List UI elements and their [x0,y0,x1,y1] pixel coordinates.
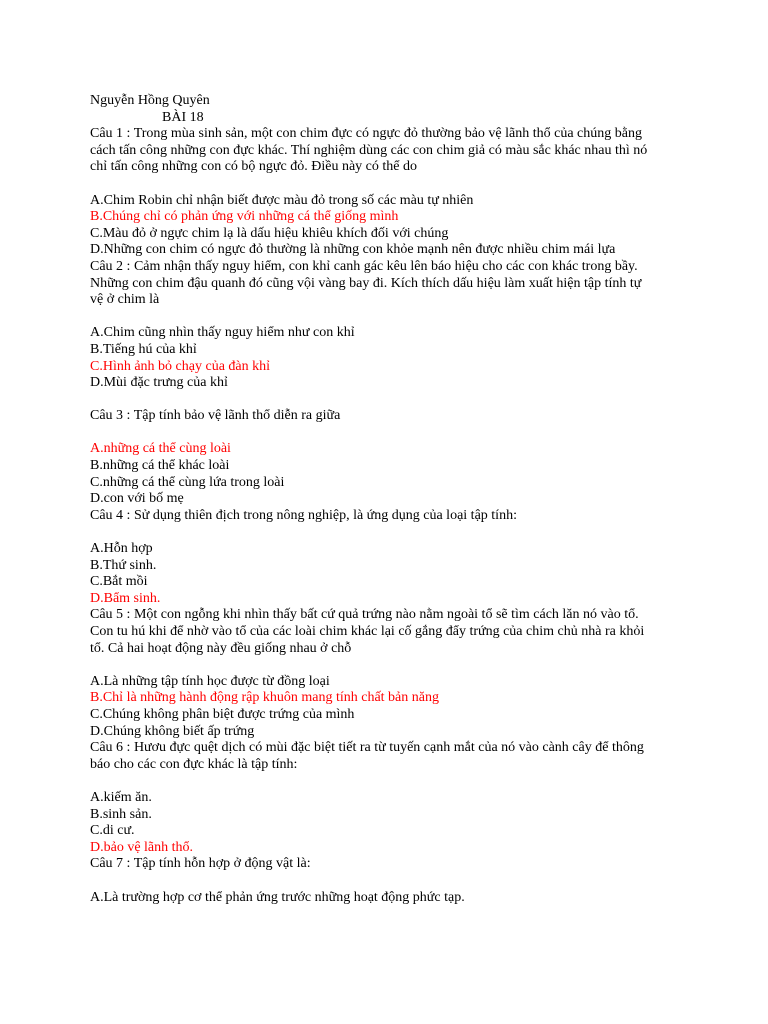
question-prompt-line: Con tu hú khi để nhờ vào tổ của các loài chim khác lại cố gắng đẩy trứng của chim chủ nhà ra khỏi [90,624,645,639]
question-4 [90,508,682,608]
question-prompt-line: báo cho các con đực khác là tập tính: [90,756,298,772]
answer-option: C.Màu đỏ ở ngực chim lạ là dấu hiệu khiêu khích đối với chúng [90,225,449,241]
answer-option: A.Chim Robin chỉ nhận biết được màu đỏ trong số các màu tự nhiên [90,192,474,208]
answer-option: B.sinh sản. [90,806,152,822]
answer-option: A.Hỗn hợp [90,541,153,557]
question-prompt-line: Câu 1 : Trong mùa sinh sản, một con chim đực có ngực đỏ thường bảo vệ lãnh thổ của chúng bằng [90,126,642,142]
question-prompt-line: Câu 4 : Sử dụng thiên địch trong nông nghiệp, là ứng dụng của loại tập tính: [90,507,517,523]
answer-option: A.Là những tập tính học được từ đồng loại [90,673,330,689]
answer-option: A.Là trường hợp cơ thể phản ứng trước những hoạt động phức tạp. [90,889,465,905]
question-7 [90,856,682,906]
answer-option: B.Tiếng hú của khỉ [90,341,197,357]
question-prompt-line: Câu 3 : Tập tính bảo vệ lãnh thổ diễn ra giữa [90,408,341,424]
answer-option: C.Bắt mồi [90,574,148,590]
question-2 [90,259,682,392]
answer-option: D.Những con chim có ngực đỏ thường là những con khỏe mạnh nên được nhiều chim mái lựa [90,242,616,258]
question-5 [90,607,682,740]
question-prompt-line: tổ. Cả hai hoạt động này đều giống nhau ở chỗ [90,640,352,656]
answer-option-correct: A.những cá thể cùng loài [90,441,231,457]
answer-option: A.Chim cũng nhìn thấy nguy hiểm như con khỉ [90,325,355,341]
question-prompt-line: Câu 2 : Cảm nhận thấy nguy hiểm, con khỉ canh gác kêu lên báo hiệu cho các con khác trong bầy. [90,258,638,274]
answer-option-correct: D.bảo vệ lãnh thổ. [90,839,194,855]
answer-option: C.Chúng không phân biệt được trứng của mình [90,706,355,722]
question-prompt-line: Câu 5 : Một con ngỗng khi nhìn thấy bất cứ quả trứng nào nằm ngoài tổ sẽ tìm cách lăn nó vào tổ. [90,607,639,623]
answer-option: D.con với bố mẹ [90,491,184,507]
answer-option: B.những cá thể khác loài [90,458,230,474]
answer-option-correct: B.Chúng chỉ có phản ứng với những cá thể giống mình [90,209,399,225]
answer-option-correct: B.Chỉ là những hành động rập khuôn mang tính chất bản năng [90,690,439,706]
answer-option: D.Mùi đặc trưng của khỉ [90,375,228,391]
question-prompt-line: cách tấn công những con đực khác. Thí nghiệm dùng các con chim giả có màu sắc khác nhau thì nó [90,142,648,158]
question-1 [90,126,682,259]
question-prompt-line: Câu 6 : Hươu đực quệt dịch có mùi đặc biệt tiết ra từ tuyến cạnh mắt của nó vào cành cây để thông [90,740,644,756]
answer-option: C.những cá thể cùng lứa trong loài [90,474,285,490]
answer-option-correct: D.Bẩm sinh. [90,590,161,606]
question-prompt-line: chỉ tấn công những con có bộ ngực đỏ. Điều này có thể do [90,159,417,175]
author-name: Nguyễn Hồng Quyên [90,93,210,108]
answer-option-correct: C.Hình ảnh bỏ chạy của đàn khỉ [90,358,271,374]
question-prompt-line: vệ ở chim là [90,292,160,308]
answer-option: D.Chúng không biết ấp trứng [90,723,255,739]
lesson-title: BÀI 18 [162,109,204,125]
answer-option: B.Thứ sinh. [90,557,157,573]
question-6 [90,740,682,856]
question-3 [90,408,682,508]
document-page [90,93,682,906]
answer-option: C.di cư. [90,823,135,839]
question-prompt-line: Những con chim đậu quanh đó cũng vội vàng bay đi. Kích thích dấu hiệu làm xuất hiện tập tính tự [90,275,642,291]
question-prompt-line: Câu 7 : Tập tính hỗn hợp ở động vật là: [90,856,311,872]
answer-option: A.kiếm ăn. [90,789,152,805]
